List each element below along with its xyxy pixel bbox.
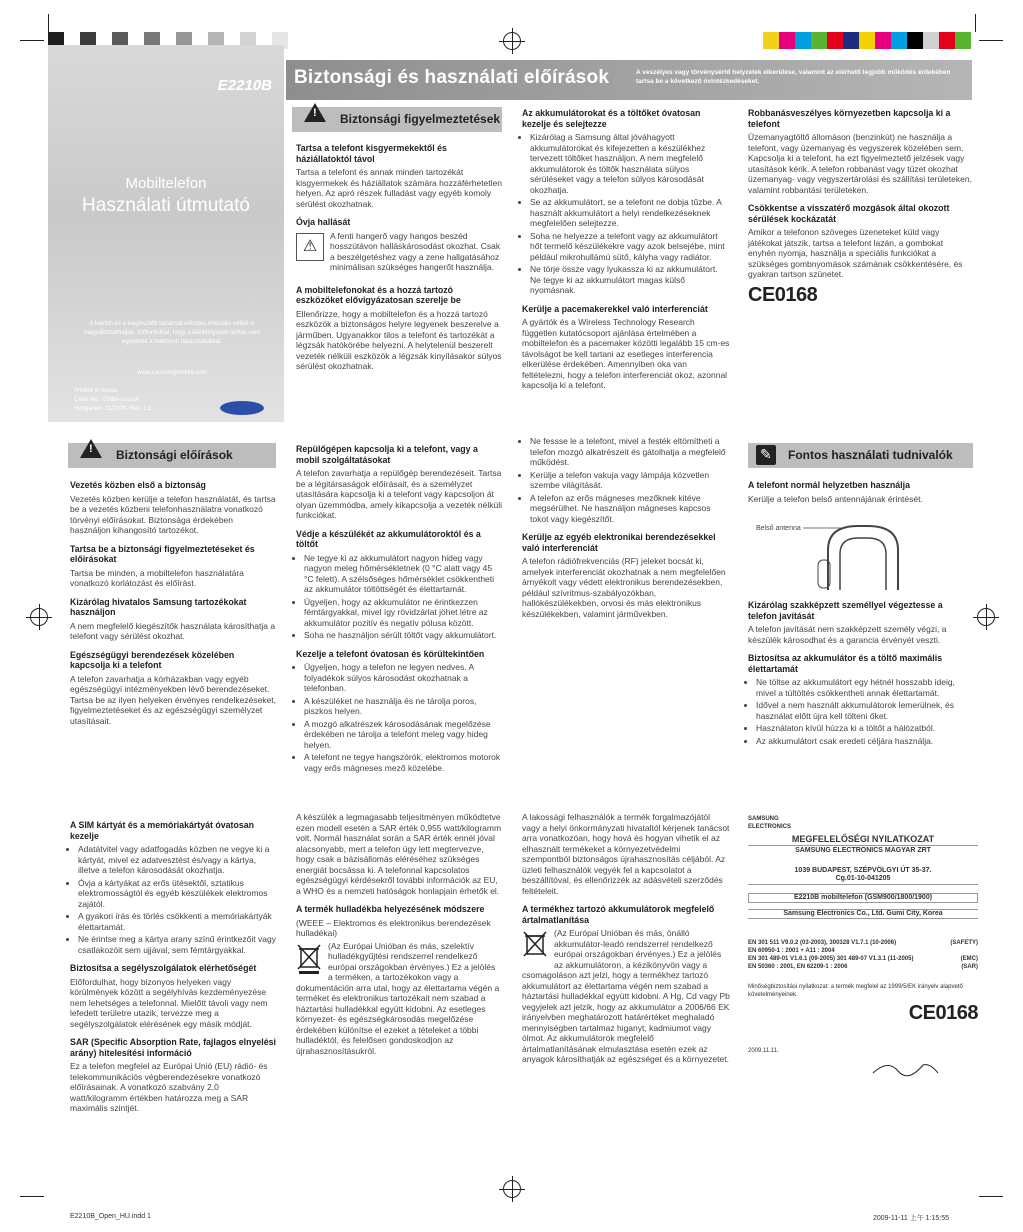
list-item: • Ne tegye ki az akkumulátort nagyon hideg vagy nagyon meleg hőmérsékletnek (0 °C alatt vagy 45 °C felett). A szélsőséges hőmérséklet csökkentheti az akkumulátor töltöttségét és élettartamát. [304,553,502,595]
list-item: • Idővel a nem használt akkumulátorok lemerülnek, és használat előtt újra kell tölteni őket. [756,700,973,721]
col-sar-weee [296,812,502,1058]
cover-url: www.samsungmobile.com [137,370,207,376]
section-heading: Robbanásveszélyes környezetben kapcsolja ki a telefont [748,108,951,129]
col-disposal [522,812,730,1067]
antenna-illustration [748,510,973,592]
doc-brand: SAMSUNG ELECTRONICS [748,816,792,830]
samsung-logo [220,401,264,415]
section-text: A gyártók és a Wireless Technology Research független kutatócsoport ajánlása értelmében a mobiltelefon és a pacemaker közötti legalább 15 cm-es távolságot be kell tartani az esetleges interferencia elkerülése érdekében. Amennyiben oka van feltételezni, hogy a telefon interferenciát okoz, azonnal kapcsolja ki a telefont. [522,317,730,390]
list-item: • A mozgó alkatrészek károsodásának megelőzése érdekében ne tárolja a telefont meleg vagy hideg helyen. [304,719,502,751]
col-precautions-1 [70,472,276,728]
warning-icon [304,103,326,122]
battery-bin-icon [522,930,548,962]
crossed-bin-icon [296,943,322,975]
col-precautions-3 [522,436,730,621]
doc-ce-mark: CE0168 [908,1002,978,1024]
color-bar [763,32,971,49]
list-item: • A gyakori írás és törlés csökkenti a memóriakártyák élettartamát. [78,911,276,932]
list-item: • Ne törje össze vagy lyukassza ki az akkumulátort. Ne tegye ki az akkumulátort magas külső nyomásnak. [530,264,730,296]
cover-title: Használati útmutató [82,195,250,216]
section-heading: A termék hulladékba helyezésének módszere [296,904,485,914]
list-item: • Ne töltse az akkumulátort egy hétnél hosszabb ideig, mivel a túltöltés csökkentheti annak élettartamát. [756,677,973,698]
section-text: A nem megfelelő kiegészítők használata károsíthatja a telefont vagy sérülést okozhat. [70,620,276,641]
section-subtitle: (WEEE – Elektromos és elektronikus berendezések hulladékai) [296,917,491,938]
section-heading: A telefont normál helyzetben használja [748,480,910,490]
list-item: • A készüléket ne használja és ne tárolja poros, piszkos helyen. [304,696,502,717]
list-item: • Kerülje a telefon vakuja vagy lámpája közvetlen szembe világítását. [530,470,730,491]
list-item: • Ügyeljen, hogy a telefon ne legyen nedves. A folyadékok súlyos károsodást okozhatnak a telefonban. [304,662,502,694]
crop-mark [48,14,49,32]
col-important [748,472,973,748]
cover-subtitle: Mobiltelefon [125,175,207,192]
section-heading: Óvja hallását [296,217,351,227]
section-text: A telefon javítását nem szakképzett személy végzi, a készülék károsodhat és a garancia érvényét veszti. [748,624,947,645]
band-warnings [292,107,502,132]
page-title: Biztonsági és használati előírások [294,67,610,88]
section-heading: Biztosítsa a segélyszolgálatok elérhetőségét [70,963,257,973]
doc-manufacturer: Samsung Electronics Co., Ltd. Gumi City, Korea [748,909,978,919]
section-text: Vezetés közben kerülje a telefon használatát, és tartsa be a vezetés közbeni telefonhasználatra vonatkozó törvényi előírásokat. Biztonsága érdekében használjon kihangosító tartozékot. [70,493,276,535]
phone-antenna-icon [748,510,973,592]
doc-standard-row: EN 60950-1 : 2001 + A11 : 2004 [748,948,835,954]
section-text: Előfordulhat, hogy bizonyos helyeken vagy körülmények között a segélyhívás kezdeményezése nem lehetséges a telefonnal. Mielőtt távoli vagy nem lefedett területre utazik, tervezze meg a segélyszolgálatok elérésének egy másik módját. [70,976,268,1029]
doc-product: E2210B mobiltelefon (GSM900/1800/1900) [748,893,978,903]
band-important [748,443,973,468]
section-text: A lakossági felhasználók a termék forgalmazójától vagy a helyi önkormányzati hivataltól kérjenek tanácsot arra vonatkozóan, hogy hová és hogyan vihetik el az elhasznált termékeket a környezetvédelmi szempontból biztonságos újrahasznosítás céljából. Az üzleti felhasználók vegyék fel a kapcsolatot a beszállítóval, és ellenőrizzék az adásvételi szerződés feltételeit. [522,812,730,896]
doc-company: SAMSUNG ELECTRONICS MAGYAR ZRT [795,847,931,854]
band-label: Biztonsági előírások [116,448,233,462]
list-item: • Ügyeljen, hogy az akkumulátor ne érintkezzen fémtárgyakkal, mivel így rövidzárlat jöhet létre az akkumulátor pozitív és negatív pólusa között. [304,597,502,629]
doc-title: MEGFELELŐSÉGI NYILATKOZAT [791,834,935,844]
section-text: A telefon rádiófrekvenciás (RF) jeleket bocsát ki, amelyek interferenciát okozhatnak a nem megfelelően árnyékolt vagy védett elektronikus berendezésekben, például szívritmus-szabályozókban, hallókészülékekben, orvosi és más elektronikus készülékekben, valamint járművekben. [522,556,726,619]
section-text: Ellenőrizze, hogy a mobiltelefon és a hozzá tartozó eszközök a biztonságos helyre legyenek beszerelve a járműben. Ugyanakkor tilos a telefont és tartozékát a légzsák hatókörébe helyezni. A helytelenül beszerelt vezeték nélküli eszközök a légzsák kinyílásakor súlyos sérülést okozhatnak. [296,308,502,371]
section-heading: Egészségügyi berendezések közelében kapcsolja ki a telefont [70,649,235,670]
section-heading: Vezetés közben első a biztonság [70,480,206,490]
section-text: (Az Európai Unióban és más, szelektív hulladékgyűjtési rendszerrel rendelkező európai országokban érvényes.) Ez a jelölés a terméken, a tartozékokon vagy a dokumentáción arra utal, hogy az élettartama végén a terméket és elektronikus tartozékait nem szabad a háztartási hulladékkal együtt kidobni. Az esetleges környezet- és egészségkárosodás megelőzése érdekében különítse el ezeket a tételeket a többi hulladéktól, és felelősen gondoskodjon az újrahasznosításukról. [296,940,500,1056]
section-heading: Repülőgépen kapcsolja ki a telefont, vagy a mobil szolgáltatásokat [296,444,478,465]
col-warnings-2 [522,100,730,393]
section-heading: Kerülje a pacemakerekkel való interferenciát [522,303,708,314]
col-precautions-2 [296,436,502,775]
band-label: Fontos használati tudnivalók [788,448,953,462]
caution-icon [80,439,102,458]
section-heading: Biztosítsa az akkumulátor és a töltő maximális élettartamát [748,653,943,674]
section-text: A fenti hangerő vagy hangos beszéd hosszútávon halláskárosodást okozhat. Csak a beszélgetéshez vagy a zene hallgatásához minimálisan szükséges hangerőt használja. [330,230,501,272]
registration-mark-top [503,32,521,50]
doc-standard-row: EN 301 511 V9.0.2 (03-2003), 300328 V1.7.1 (10-2006) (SAFETY) [748,940,978,946]
section-heading: Kezelje a telefont óvatosan és körültekintően [296,648,485,659]
list-item: • Soha ne helyezze a telefont vagy az akkumulátort hőt termelő készülékekre vagy azok belsejébe, mint például mikrohullámú sütő, kályha vagy radiátor. [530,231,730,263]
section-text: A telefon zavarhatja a kórházakban vagy egyéb egészségügyi intézményekben lévő berendezéseket. Tartsa be az ilyen helyeken érvényes rendelkezéseket, figyelmeztetéseket és az egészségügyi személyzet utasításait. [70,673,277,726]
section-header [286,60,972,100]
col-warnings-1 [296,135,502,374]
list-item: • Óvja a kártyákat az erős ütésektől, sztatikus elektromosságtól és egyéb készülékek elektromos zajától. [78,878,276,910]
section-heading: Tartsa be a biztonsági figyelmeztetéseket és előírásokat [70,543,255,564]
section-heading: A termékhez tartozó akkumulátorok megfelelő ártalmatlanítása [522,904,715,925]
hearing-icon: ⚠ [296,233,324,261]
section-text: Ez a telefon megfelel az Európai Unió (EU) rádió- és telekommunikációs végberendezésekre vonatkozó előírásainak. A vonatkozó szabvány 2,0 watt/kilogramm értékben határozza meg a SAR maximális szintjét. [70,1061,268,1113]
ce-mark: CE0168 [748,283,818,306]
cover-disclaimer: A telefon és a kiegészítők tartalmát előzetes értesítés nélkül is megváltoztathatjuk. Előfordulhat, hogy a kézikönyvben leírtak nem egyeznek a telefonon tapasztaltakkal. [83,321,261,345]
section-text: Kerülje a telefon belső antennájának érintését. [748,493,923,504]
doc-note: Minőségbiztosítási nyilatkozat: a termék megfelel az 1999/5/EK irányelv alapvető követelményeinek. [748,984,963,998]
footer-timestamp: 2009-11-11 上午 1:15:55 [873,1215,950,1222]
section-heading: A SIM kártyát és a memóriakártyát óvatosan kezelje [70,820,255,841]
model-label: E2210B [217,77,272,94]
list-item: • Soha ne használjon sérült töltőt vagy akkumulátort. [304,630,502,641]
section-heading: Az akkumulátorokat és a töltőket óvatosan kezelje és selejtezze [522,108,701,129]
doc-regno: Cg.01-10-041205 [835,875,891,882]
section-text: (Az Európai Unióban és más, önálló akkumulátor-leadó rendszerrel rendelkező európai országokban érvényes.) Ez a jelölés az akkumulátoron, a kézikönyvön vagy a csomagoláson azt jelzi, hogy a termékhez tartozó akkumulátort az élettartama végén nem szabad a háztartási hulladékkal együtt kidobni. A Hg, Cd vagy Pb vegyjelek azt jelzik, hogy az akkumulátor a 2006/66 EK irányelvben meghatározott határértéket meghaladó mennyiségben tartalmaz higanyt, kadmiumot vagy ólmot. Az akkumulátorok megfelelő ártalmatlanításának elmulasztása esetén ezek az anyagok károsíthatják az egészséget és a környezetet. [522,928,730,1064]
crop-mark [975,14,976,32]
section-heading: Csökkentse a visszatérő mozgások által okozott sérülések kockázatát [748,203,950,224]
note-icon [756,445,776,465]
section-heading: Védje a készülékét az akkumulátoroktól és a töltőt [296,528,481,549]
declaration-of-conformity [748,815,978,1195]
section-text: Tartsa a telefont és annak minden tartozékát kisgyermekek és háziállatok számára hozzáférhetetlen helyen. Az apró részek fulladást vagy egyéb komoly sérülést okozhatnak. [296,167,502,209]
col-sim-sar [70,812,276,1116]
section-text: A telefon zavarhatja a repülőgép berendezéseit. Tartsa be a légitársaságok előírásait, és a személyzet utasítására kapcsolja ki a telefont vagy kapcsoljon át olyan üzemmódba, amely kikapcsolja a vezeték nélküli funkciókat. [296,468,502,520]
crop-mark [20,1196,44,1197]
section-heading: Kerülje az egyéb elektronikai berendezésekkel való interferenciát [522,532,716,553]
cover-panel [48,45,284,422]
cover-print-info: Printed in Korea Code No.: GH68-xxxxxA Hungarian. 11/2009. Rev. 1.1 [74,388,152,412]
band-precautions [68,443,276,468]
list-item: • Ne fessse le a telefont, mivel a festék eltömítheti a telefon mozgó alkatrészeit és gátolhatja a megfelelő működést. [530,436,730,468]
section-heading: Kizárólag hivatalos Samsung tartozékokat használjon [70,596,247,617]
doc-standard-row: EN 50360 : 2001, EN 62209-1 : 2006 (SAR) [748,964,978,970]
section-text: A készülék a legmagasabb teljesítményen működtetve ezen modell esetén a SAR érték 0,955 watt/kilogramm volt. Normál használat során a SAR érték ennél jóval alacsonyabb, mert a telefon úgy lett megtervezve, hogy csak a bázisállomás eléréséhez szükséges energiát bocsássa ki. A telefonnal kapcsolatos egészségügyi kérdésekről további információk az EU, a WHO és a nemzeti hatóságok honlapjain érhetők el. [296,812,502,896]
section-heading: SAR (Specific Absorption Rate, fajlagos elnyelési arány) hitelesítési információ [70,1037,276,1058]
crop-mark [979,40,1003,41]
footer-file: E2210B_Open_HU.indd 1 [70,1213,151,1220]
doc-date: 2009.11.11. [748,1048,779,1054]
section-heading: Kizárólag szakképzett személlyel végeztesse a telefon javítását [748,600,943,621]
section-heading: Tartsa a telefont kisgyermekektől és háziállatoktól távol [296,143,447,164]
band-label: Biztonsági figyelmeztetések [340,112,501,126]
registration-mark-right [977,608,995,626]
crop-mark [20,40,44,41]
list-item: • Használaton kívül húzza ki a töltőt a hálózatból. [756,723,973,734]
list-item: • A telefont ne tegye hangszórók, elektromos motorok vagy erős mágneses mező közelébe. [304,752,502,773]
registration-mark-left [30,608,48,626]
antenna-label: Belső antenna [756,525,801,532]
doc-standard-row: EN 301 489-01 V1.6.1 (09-2005) 301 489-07 V1.3.1 (11-2005) (EMC) [748,956,978,962]
crop-mark [979,1196,1003,1197]
list-item: • Az akkumulátort csak eredeti céljára használja. [756,736,973,747]
section-text: Üzemanyagtöltő állomáson (benzinkút) ne használja a telefont, vagy üzemanyag és vegyszerek közelében sem. Kapcsolja ki a telefont, ha ezt figyelmeztető jelzések vagy utasítások kérik. A telefon robbanást vagy tüzet okozhat üzemanyag- vagy vegyszertárolási és szállítási területeken, valamint robbantási területeken. [748,132,972,195]
section-heading: A mobiltelefonokat és a hozzá tartozó eszközöket elővigyázatosan szerelje be [296,284,461,305]
registration-mark-bottom [503,1180,521,1198]
list-item: • Se az akkumulátort, se a telefont ne dobja tűzbe. A használt akkumulátort a helyi rendelkezéseknek megfelelően selejtezze. [530,197,730,229]
list-item: • Adatátvitel vagy adatfogadás közben ne vegye ki a kártyát, mivel ez adatvesztést és/vagy a kártya, illetve a telefon károsodását okozhatja. [78,844,276,876]
list-item: • Ne érintse meg a kártya arany színű érintkezőit vagy csatlakozóit sem ujjával, sem fémtárgyakkal. [78,934,276,955]
list-item: • A telefon az erős mágneses mezőknek kitéve megsérülhet. Ne használjon mágneses kapcsos tokot vagy kiegészítőt. [530,493,730,525]
col-warnings-3 [748,100,973,306]
section-text: Amikor a telefonon szöveges üzeneteket küld vagy játékokat játszik, tartsa a telefont lazán, a gombokat enyhén nyomja, használja a speciális funkciókat a szükséges gombnyomások számának csökkentésére, és gyakran tartson szünetet. [748,227,963,279]
section-text: Tartsa be minden, a mobiltelefon használatára vonatkozó korlátozást és előírást. [70,567,244,588]
header-note: A veszélyes vagy törvénysértő helyzetek elkerülése, valamint az elérhető legjobb működés érdekében tartsa be a következő óvintézkedéseket. [636,69,951,85]
signature [868,1055,948,1081]
doc-address: 1039 BUDAPEST, SZÉPVÖLGYI ÚT 35-37. [794,867,932,874]
list-item: • Kizárólag a Samsung által jóváhagyott akkumulátorokat és kifejezetten a készülékhez tervezett töltőket használjon. A nem megfelelő akkumulátorok és töltők használata súlyos sérüléseket vagy a telefon súlyos károsodását okozhatja. [530,132,730,195]
